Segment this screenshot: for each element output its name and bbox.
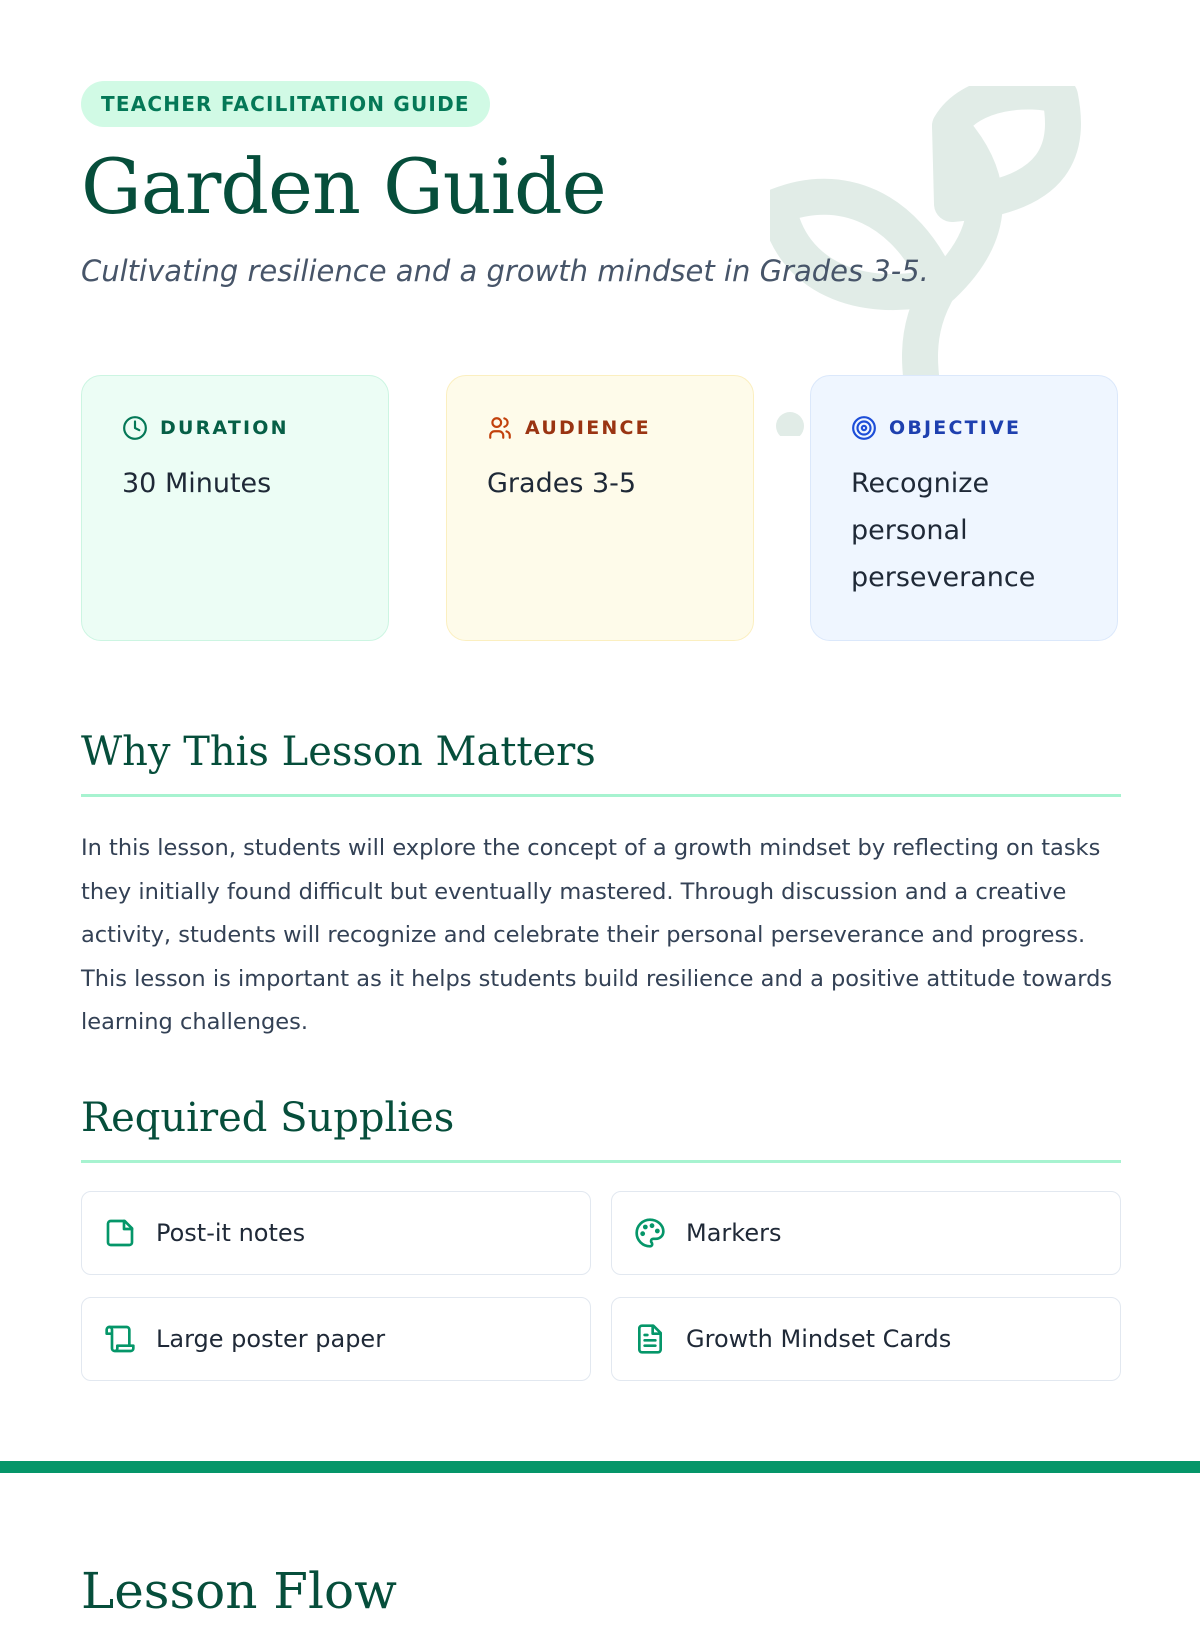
file-text-icon	[634, 1323, 666, 1355]
duration-label	[122, 414, 348, 442]
objective-card	[810, 375, 1118, 641]
duration-label-text: DURATION	[160, 417, 289, 439]
supply-item	[81, 1297, 591, 1381]
why-body: In this lesson, students will explore the concept of a growth mindset by reflecting on tasks they initially found difficult but eventually mastered. Through discussion and a creative activity, students will recognize and celebrate their personal perseverance and progress. This lesson is important as it helps students build resilience and a positive attitude towards learning challenges.	[81, 835, 1113, 1035]
audience-card	[446, 375, 754, 641]
objective-label-text: OBJECTIVE	[889, 417, 1022, 439]
header	[81, 81, 1121, 291]
page-title: Garden Guide	[81, 142, 606, 231]
objective-value: Recognize personal perseverance	[851, 468, 1036, 593]
supply-label: Growth Mindset Cards	[686, 1325, 952, 1353]
sticky-note-icon	[104, 1217, 136, 1249]
supply-item	[611, 1297, 1121, 1381]
info-cards	[81, 375, 1121, 643]
duration-card	[81, 375, 389, 641]
supplies-section	[81, 1090, 1121, 1381]
supply-label: Markers	[686, 1219, 782, 1247]
supplies-title: Required Supplies	[81, 1090, 1121, 1163]
duration-value: 30 Minutes	[122, 468, 272, 499]
scroll-icon	[104, 1323, 136, 1355]
users-icon	[487, 415, 513, 441]
guide-tag: TEACHER FACILITATION GUIDE	[81, 81, 490, 127]
palette-icon	[634, 1217, 666, 1249]
supply-item	[611, 1191, 1121, 1275]
section-divider	[0, 1461, 1200, 1473]
supply-label: Post-it notes	[156, 1219, 306, 1247]
why-section	[81, 724, 1121, 1045]
lesson-flow-title: Lesson Flow	[81, 1562, 397, 1620]
clock-icon	[122, 415, 148, 441]
supply-grid	[81, 1191, 1121, 1381]
why-title: Why This Lesson Matters	[81, 724, 1121, 797]
audience-label-text: AUDIENCE	[525, 417, 651, 439]
audience-label	[487, 414, 713, 442]
lesson-flow-section	[81, 1555, 397, 1641]
audience-value: Grades 3-5	[487, 468, 637, 499]
supply-label: Large poster paper	[156, 1325, 386, 1353]
page-subtitle: Cultivating resilience and a growth mindset in Grades 3-5.	[81, 254, 929, 288]
supply-item	[81, 1191, 591, 1275]
target-icon	[851, 415, 877, 441]
objective-label	[851, 414, 1077, 442]
